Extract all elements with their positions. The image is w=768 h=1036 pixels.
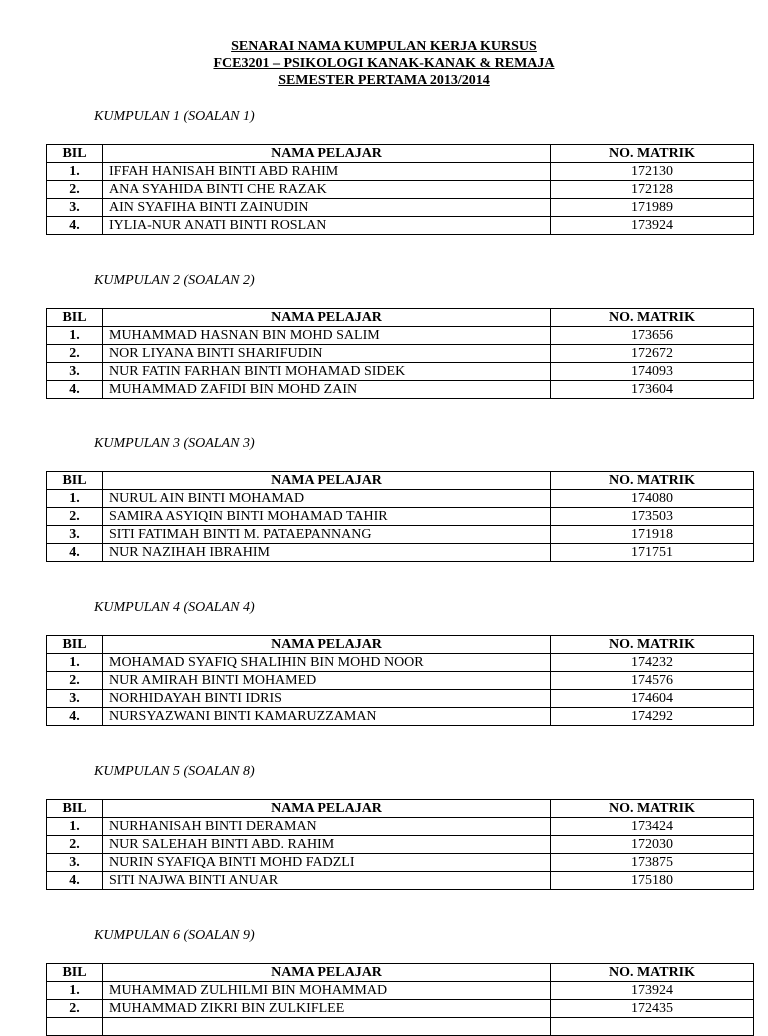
- table-row: [47, 490, 754, 508]
- cell-nama: [103, 1018, 551, 1036]
- table-row: [47, 327, 754, 345]
- cell-nama: NORHIDAYAH BINTI IDRIS: [103, 690, 551, 708]
- cell-matrik: 174604: [551, 690, 754, 708]
- cell-matrik: 172030: [551, 836, 754, 854]
- column-header-matrik: NO. MATRIK: [551, 472, 754, 490]
- cell-matrik: 173424: [551, 818, 754, 836]
- cell-bil: 1.: [47, 818, 103, 836]
- group-title: KUMPULAN 5 (SOALAN 8): [94, 764, 255, 779]
- cell-bil: 1.: [47, 490, 103, 508]
- cell-matrik: 171989: [551, 199, 754, 217]
- cell-nama: SITI FATIMAH BINTI M. PATAEPANNANG: [103, 526, 551, 544]
- table-header-row: [47, 964, 754, 982]
- column-header-nama: NAMA PELAJAR: [103, 964, 551, 982]
- table-row: [47, 199, 754, 217]
- header-course: FCE3201 – PSIKOLOGI KANAK-KANAK & REMAJA: [213, 56, 555, 71]
- cell-matrik: 175180: [551, 872, 754, 890]
- column-header-bil: BIL: [47, 636, 103, 654]
- cell-nama: NURHANISAH BINTI DERAMAN: [103, 818, 551, 836]
- table-row: [47, 217, 754, 235]
- cell-nama: ANA SYAHIDA BINTI CHE RAZAK: [103, 181, 551, 199]
- cell-bil: [47, 1018, 103, 1036]
- cell-bil: 4.: [47, 217, 103, 235]
- column-header-bil: BIL: [47, 964, 103, 982]
- cell-matrik: 174576: [551, 672, 754, 690]
- table-row: [47, 982, 754, 1000]
- cell-matrik: 171918: [551, 526, 754, 544]
- cell-nama: NOR LIYANA BINTI SHARIFUDIN: [103, 345, 551, 363]
- cell-matrik: 173924: [551, 217, 754, 235]
- cell-matrik: 172128: [551, 181, 754, 199]
- table-row: [47, 690, 754, 708]
- cell-matrik: 174093: [551, 363, 754, 381]
- column-header-nama: NAMA PELAJAR: [103, 636, 551, 654]
- table-row: [47, 345, 754, 363]
- cell-matrik: 172130: [551, 163, 754, 181]
- cell-bil: 1.: [47, 327, 103, 345]
- group-table: [46, 635, 754, 726]
- column-header-bil: BIL: [47, 309, 103, 327]
- cell-nama: NURSYAZWANI BINTI KAMARUZZAMAN: [103, 708, 551, 726]
- cell-nama: IFFAH HANISAH BINTI ABD RAHIM: [103, 163, 551, 181]
- group-title: KUMPULAN 2 (SOALAN 2): [94, 273, 255, 288]
- cell-nama: MUHAMMAD ZIKRI BIN ZULKIFLEE: [103, 1000, 551, 1018]
- cell-matrik: 171751: [551, 544, 754, 562]
- table-row: [47, 163, 754, 181]
- table-row: [47, 1000, 754, 1018]
- table-header-row: [47, 800, 754, 818]
- cell-matrik: 173875: [551, 854, 754, 872]
- cell-bil: 2.: [47, 1000, 103, 1018]
- table-row: [47, 672, 754, 690]
- cell-bil: 4.: [47, 381, 103, 399]
- cell-nama: NURUL AIN BINTI MOHAMAD: [103, 490, 551, 508]
- cell-bil: 2.: [47, 345, 103, 363]
- cell-nama: NUR AMIRAH BINTI MOHAMED: [103, 672, 551, 690]
- table-header-row: [47, 145, 754, 163]
- table-row: [47, 1018, 754, 1036]
- table-row: [47, 836, 754, 854]
- group-title: KUMPULAN 3 (SOALAN 3): [94, 436, 255, 451]
- cell-matrik: 174080: [551, 490, 754, 508]
- cell-matrik: 173604: [551, 381, 754, 399]
- cell-bil: 3.: [47, 363, 103, 381]
- cell-bil: 1.: [47, 654, 103, 672]
- cell-nama: AIN SYAFIHA BINTI ZAINUDIN: [103, 199, 551, 217]
- cell-nama: NUR NAZIHAH IBRAHIM: [103, 544, 551, 562]
- cell-bil: 1.: [47, 982, 103, 1000]
- table-row: [47, 181, 754, 199]
- group-table: [46, 308, 754, 399]
- table-row: [47, 872, 754, 890]
- column-header-matrik: NO. MATRIK: [551, 964, 754, 982]
- cell-bil: 2.: [47, 508, 103, 526]
- column-header-matrik: NO. MATRIK: [551, 636, 754, 654]
- column-header-matrik: NO. MATRIK: [551, 800, 754, 818]
- column-header-bil: BIL: [47, 800, 103, 818]
- document-header: [0, 38, 768, 89]
- table-header-row: [47, 309, 754, 327]
- cell-matrik: 173503: [551, 508, 754, 526]
- table-row: [47, 818, 754, 836]
- cell-bil: 2.: [47, 181, 103, 199]
- column-header-bil: BIL: [47, 472, 103, 490]
- cell-nama: MOHAMAD SYAFIQ SHALIHIN BIN MOHD NOOR: [103, 654, 551, 672]
- cell-bil: 4.: [47, 544, 103, 562]
- column-header-nama: NAMA PELAJAR: [103, 309, 551, 327]
- cell-bil: 3.: [47, 526, 103, 544]
- table-row: [47, 363, 754, 381]
- cell-nama: NUR FATIN FARHAN BINTI MOHAMAD SIDEK: [103, 363, 551, 381]
- header-title: SENARAI NAMA KUMPULAN KERJA KURSUS: [231, 39, 537, 54]
- table-row: [47, 708, 754, 726]
- cell-bil: 4.: [47, 708, 103, 726]
- group-table: [46, 144, 754, 235]
- cell-matrik: 172672: [551, 345, 754, 363]
- table-row: [47, 381, 754, 399]
- cell-nama: MUHAMMAD ZAFIDI BIN MOHD ZAIN: [103, 381, 551, 399]
- cell-matrik: 174232: [551, 654, 754, 672]
- cell-bil: 2.: [47, 836, 103, 854]
- group-title: KUMPULAN 4 (SOALAN 4): [94, 600, 255, 615]
- group-title: KUMPULAN 1 (SOALAN 1): [94, 109, 255, 124]
- cell-matrik: 174292: [551, 708, 754, 726]
- group-table: [46, 963, 754, 1036]
- header-semester: SEMESTER PERTAMA 2013/2014: [278, 73, 490, 88]
- cell-matrik: 172435: [551, 1000, 754, 1018]
- cell-nama: NURIN SYAFIQA BINTI MOHD FADZLI: [103, 854, 551, 872]
- column-header-bil: BIL: [47, 145, 103, 163]
- table-row: [47, 654, 754, 672]
- column-header-nama: NAMA PELAJAR: [103, 472, 551, 490]
- cell-bil: 4.: [47, 872, 103, 890]
- group-table: [46, 799, 754, 890]
- table-header-row: [47, 472, 754, 490]
- cell-bil: 1.: [47, 163, 103, 181]
- cell-nama: SAMIRA ASYIQIN BINTI MOHAMAD TAHIR: [103, 508, 551, 526]
- group-table: [46, 471, 754, 562]
- cell-bil: 3.: [47, 854, 103, 872]
- cell-nama: MUHAMMAD ZULHILMI BIN MOHAMMAD: [103, 982, 551, 1000]
- column-header-nama: NAMA PELAJAR: [103, 800, 551, 818]
- group-title: KUMPULAN 6 (SOALAN 9): [94, 928, 255, 943]
- cell-nama: MUHAMMAD HASNAN BIN MOHD SALIM: [103, 327, 551, 345]
- cell-nama: NUR SALEHAH BINTI ABD. RAHIM: [103, 836, 551, 854]
- cell-bil: 3.: [47, 199, 103, 217]
- column-header-matrik: NO. MATRIK: [551, 309, 754, 327]
- cell-nama: SITI NAJWA BINTI ANUAR: [103, 872, 551, 890]
- column-header-matrik: NO. MATRIK: [551, 145, 754, 163]
- column-header-nama: NAMA PELAJAR: [103, 145, 551, 163]
- table-row: [47, 526, 754, 544]
- cell-matrik: [551, 1018, 754, 1036]
- table-row: [47, 544, 754, 562]
- table-row: [47, 508, 754, 526]
- cell-matrik: 173924: [551, 982, 754, 1000]
- table-row: [47, 854, 754, 872]
- cell-nama: IYLIA-NUR ANATI BINTI ROSLAN: [103, 217, 551, 235]
- table-header-row: [47, 636, 754, 654]
- cell-bil: 3.: [47, 690, 103, 708]
- cell-bil: 2.: [47, 672, 103, 690]
- cell-matrik: 173656: [551, 327, 754, 345]
